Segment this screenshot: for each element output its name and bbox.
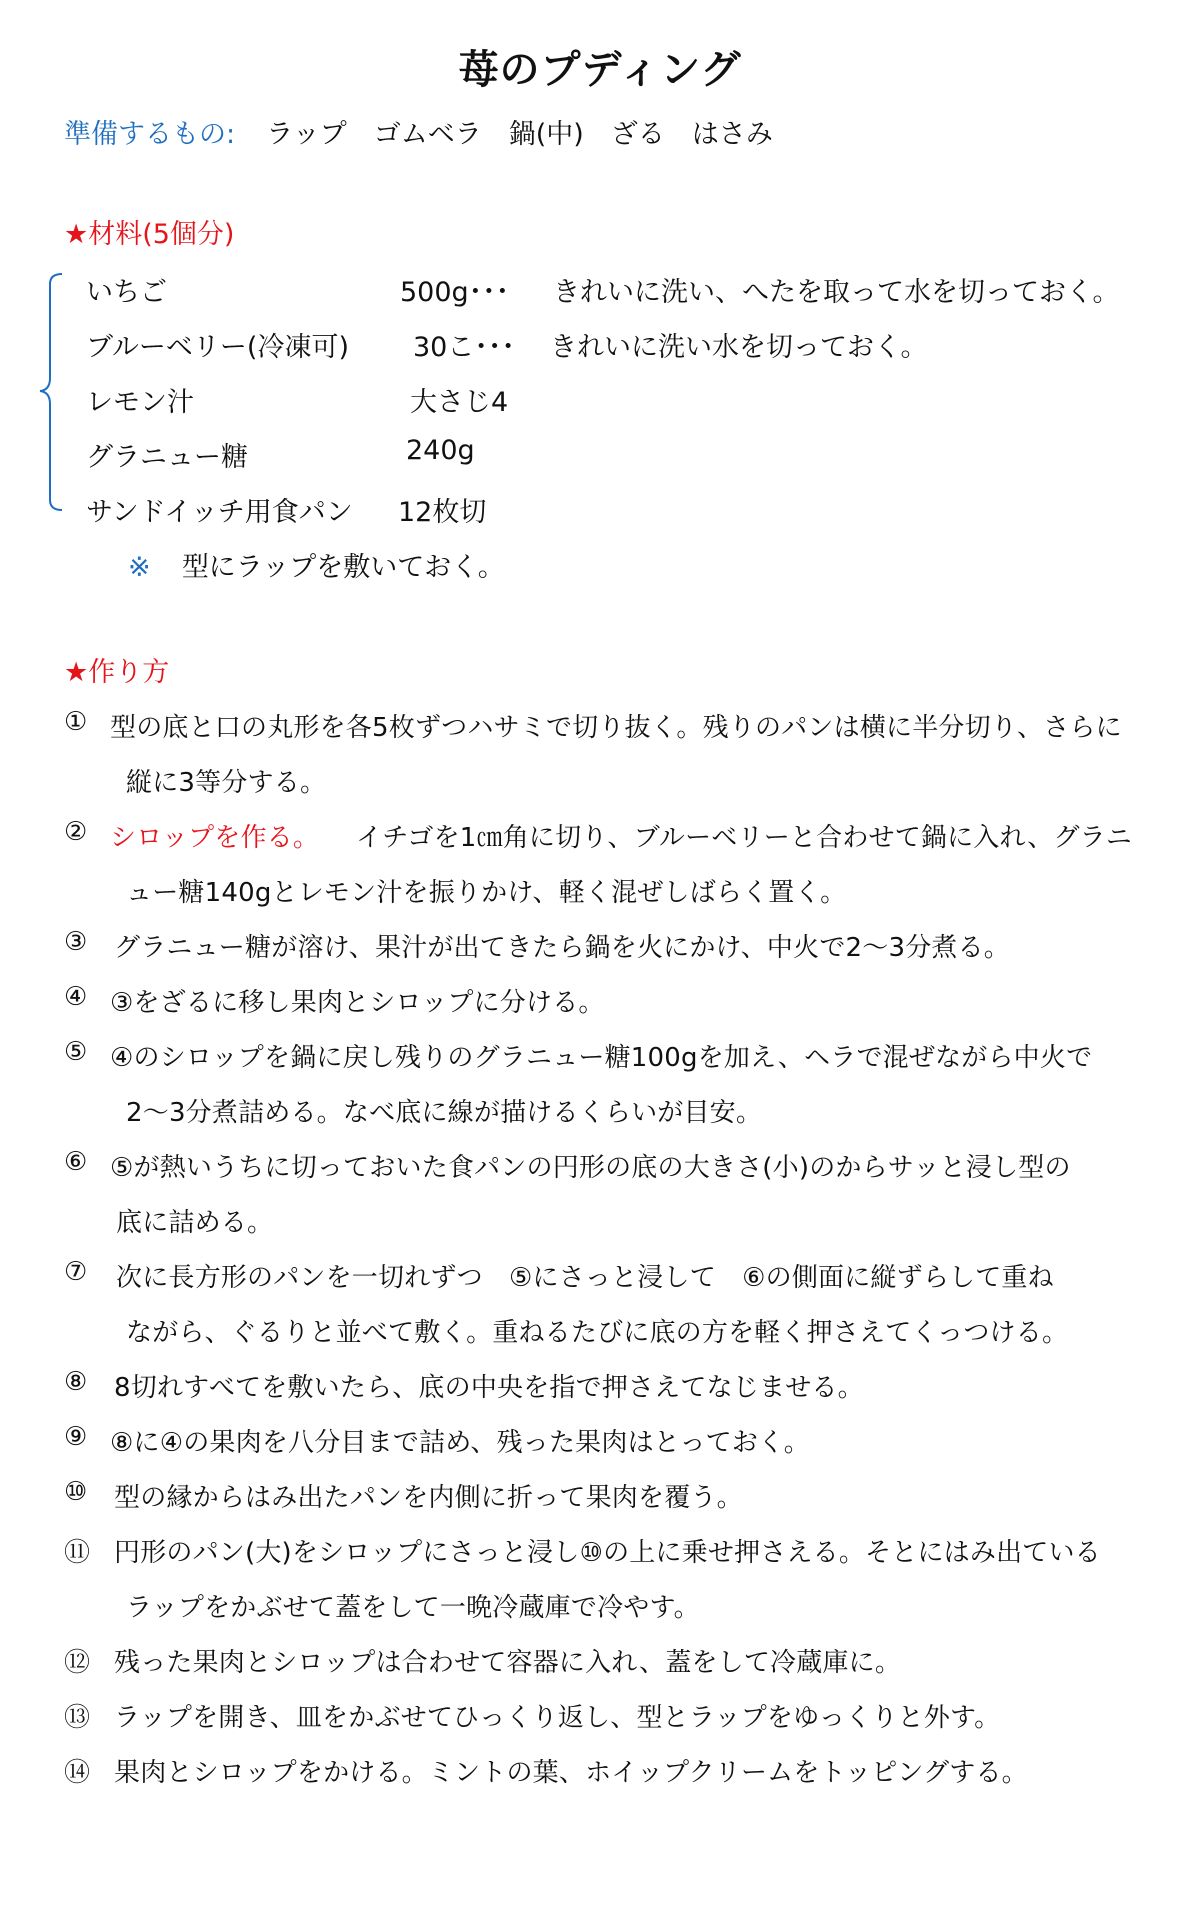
method-heading: ★作り方 — [64, 657, 170, 688]
tools-label: 準備するもの: — [64, 119, 236, 150]
step-text: ラップを開き、皿をかぶせてひっくり返し、型とラップをゆっくりと外す。 — [114, 1703, 1001, 1733]
ingredient-amount: 500g･･･ — [400, 277, 510, 308]
ingredient-note: きれいに洗い、へたを取って水を切っておく。 — [553, 277, 1120, 308]
ingredient-name: いちご — [86, 277, 167, 308]
ingredient-name: ブルーベリー(冷凍可) — [86, 332, 349, 363]
ingredient-amount: 大さじ4 — [410, 387, 509, 418]
step-text: 底に詰める。 — [116, 1208, 274, 1238]
ingredient-amount: 30こ･･･ — [413, 332, 515, 363]
footnote-text: 型にラップを敷いておく。 — [181, 552, 505, 583]
tools-items: ラップ ゴムベラ 鍋(中) ざる はさみ — [266, 119, 773, 150]
step-number: ③ — [64, 927, 88, 957]
step-number: ⑤ — [64, 1037, 88, 1067]
ingredients-footnote — [128, 545, 505, 584]
step-highlight: シロップを作る。 — [110, 823, 320, 853]
step-text: 縦に3等分する。 — [126, 768, 327, 798]
tools-line — [64, 112, 773, 151]
step-number: ⑪ — [64, 1538, 91, 1568]
step-text: ュー糖140gとレモン汁を振りかけ、軽く混ぜしばらく置く。 — [126, 878, 847, 908]
ingredients-heading: ★材料(5個分) — [64, 219, 235, 250]
step-number: ⑭ — [64, 1758, 91, 1788]
step-number: ② — [64, 817, 88, 847]
footnote-mark: ※ — [128, 552, 151, 583]
step-text: ⑤が熱いうちに切っておいた食パンの円形の底の大きさ(小)のからサッと浸し型の — [110, 1153, 1071, 1183]
step-number: ① — [64, 707, 88, 737]
step-number: ⑬ — [64, 1703, 91, 1733]
ingredients-brace-icon — [38, 272, 68, 512]
ingredient-amount: 240g — [406, 435, 475, 466]
step-text: 型の底と口の丸形を各5枚ずつハサミで切り抜く。残りのパンは横に半分切り、さらに — [110, 713, 1122, 743]
step-text: 型の縁からはみ出たパンを内側に折って果肉を覆う。 — [114, 1483, 743, 1513]
step-text: ラップをかぶせて蓋をして一晩冷蔵庫で冷やす。 — [126, 1593, 700, 1623]
step-text: 残った果肉とシロップは合わせて容器に入れ、蓋をして冷蔵庫に。 — [114, 1648, 902, 1678]
ingredient-amount: 12枚切 — [398, 497, 487, 528]
step-text: 8切れすべてを敷いたら、底の中央を指で押さえてなじませる。 — [114, 1373, 864, 1403]
step-number: ⑦ — [64, 1257, 88, 1287]
step-text: グラニュー糖が溶け、果汁が出てきたら鍋を火にかけ、中火で2～3分煮る。 — [114, 933, 1011, 963]
step-line — [110, 817, 1132, 854]
step-text: ③をざるに移し果肉とシロップに分ける。 — [110, 988, 605, 1018]
step-number: ⑩ — [64, 1477, 88, 1507]
ingredient-name: レモン汁 — [86, 387, 194, 418]
step-text: ⑧に④の果肉を八分目まで詰め、残った果肉はとっておく。 — [110, 1428, 810, 1458]
ingredient-name: グラニュー糖 — [86, 442, 248, 473]
step-number: ⑫ — [64, 1648, 91, 1678]
step-number: ⑨ — [64, 1422, 88, 1452]
ingredient-name: サンドイッチ用食パン — [86, 497, 353, 528]
step-text: 次に長方形のパンを一切れずつ ⑤にさっと浸して ⑥の側面に縦ずらして重ね — [116, 1263, 1054, 1293]
step-number: ⑧ — [64, 1367, 88, 1397]
step-number: ⑥ — [64, 1147, 88, 1177]
step-text: ながら、ぐるりと並べて敷く。重ねるたびに底の方を軽く押さえてくっつける。 — [126, 1318, 1069, 1348]
page-title: 苺のプディング — [458, 47, 742, 93]
step-text: 円形のパン(大)をシロップにさっと浸し⑩の上に乗せ押さえる。そとにはみ出ている — [114, 1538, 1101, 1568]
step-text: 2～3分煮詰める。なべ底に線が描けるくらいが目安。 — [126, 1098, 763, 1128]
ingredient-note: きれいに洗い水を切っておく。 — [550, 332, 928, 363]
step-text: イチゴを1㎝角に切り、ブルーベリーと合わせて鍋に入れ、グラニ — [356, 823, 1133, 853]
step-text: 果肉とシロップをかける。ミントの葉、ホイップクリームをトッピングする。 — [114, 1758, 1028, 1788]
step-text: ④のシロップを鍋に戻し残りのグラニュー糖100gを加え、ヘラで混ぜながら中火で — [110, 1043, 1093, 1073]
step-number: ④ — [64, 982, 88, 1012]
